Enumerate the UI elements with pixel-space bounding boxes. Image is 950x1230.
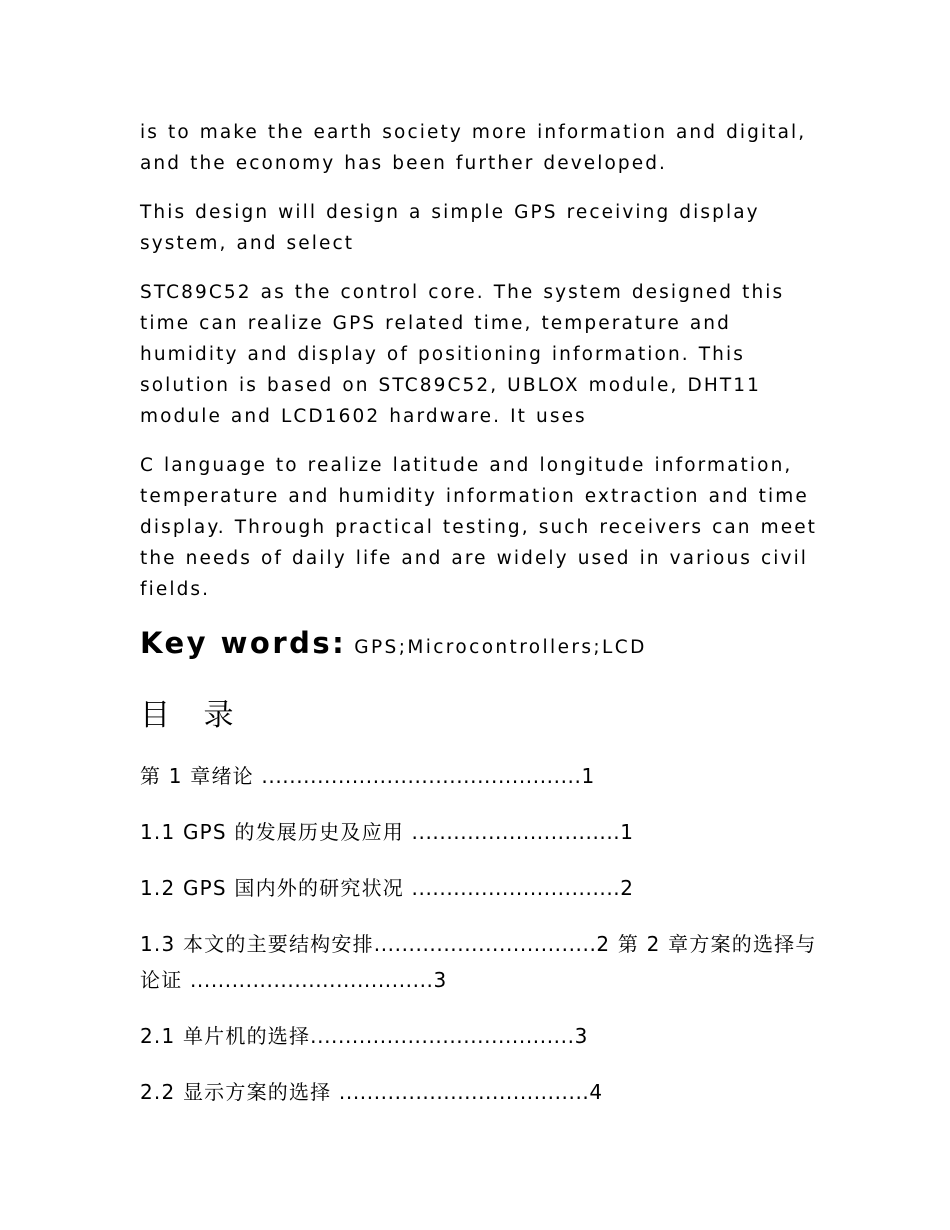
toc-entry[interactable] <box>140 1018 820 1054</box>
toc-entry-text: 2.2 显示方案的选择 <box>140 1080 339 1104</box>
abstract-paragraph-2: This design will design a simple GPS receiving display system, and select <box>140 202 760 254</box>
abstract-paragraph-1: is to make the earth society more information and digital, and the economy has been further developed. <box>140 122 807 174</box>
toc-entry[interactable] <box>140 926 820 998</box>
document-page <box>140 117 820 1110</box>
keywords-values: GPS;Microcontrollers;LCD <box>354 637 647 658</box>
toc-entry-tail-dots: ................................... <box>189 968 434 992</box>
toc-entry[interactable] <box>140 870 820 906</box>
keywords-line <box>140 623 820 668</box>
abstract-paragraph-4: C language to realize latitude and longitude information, temperature and humidity information extraction and time display. Through practical testing, such receivers can meet the needs of daily life and are widely used in various civil fields. <box>140 455 818 600</box>
toc-entry-page: 1 <box>581 764 596 788</box>
toc-entry-page: 3 <box>574 1024 589 1048</box>
toc-entry[interactable] <box>140 1074 820 1110</box>
toc-entry-page: 2 <box>620 876 635 900</box>
toc-entry-text: 1.2 GPS 国内外的研究状况 <box>140 876 412 900</box>
toc-entry-dots: .............................. <box>411 820 621 844</box>
toc-entry-dots: .................................... <box>338 1080 590 1104</box>
toc-entry-dots: .............................................. <box>261 764 582 788</box>
toc-entry-page: 4 <box>589 1080 604 1104</box>
toc-entry-tail-text: 第 2 章方案的选择与论证 <box>140 932 817 992</box>
toc-entry[interactable] <box>140 814 820 850</box>
toc-entry-text: 1.3 本文的主要结构安排 <box>140 932 374 956</box>
toc-entry-text: 第 1 章绪论 <box>140 764 262 788</box>
toc-entry-page: 1 <box>620 820 635 844</box>
toc-entry-dots: .............................. <box>411 876 621 900</box>
toc-entry-page: 2 <box>596 932 611 956</box>
toc-entry-dots: ................................ <box>373 932 597 956</box>
toc-entry-tail-page: 3 <box>433 968 448 992</box>
toc-entry-text: 1.1 GPS 的发展历史及应用 <box>140 820 412 844</box>
abstract-paragraph-3: STC89C52 as the control core. The system designed this time can realize GPS related time, temperature and humidity and display of positioning information. This solution is based on STC89C52, UBLOX module, DHT11 module and LCD1602 hardware. It uses <box>140 282 785 427</box>
toc-entry[interactable] <box>140 758 820 794</box>
toc-title: 目 录 <box>140 698 246 733</box>
toc-entry-text: 2.1 单片机的选择 <box>140 1024 311 1048</box>
toc-entry-dots: ...................................... <box>310 1024 575 1048</box>
keywords-label: Key words: <box>140 626 347 660</box>
